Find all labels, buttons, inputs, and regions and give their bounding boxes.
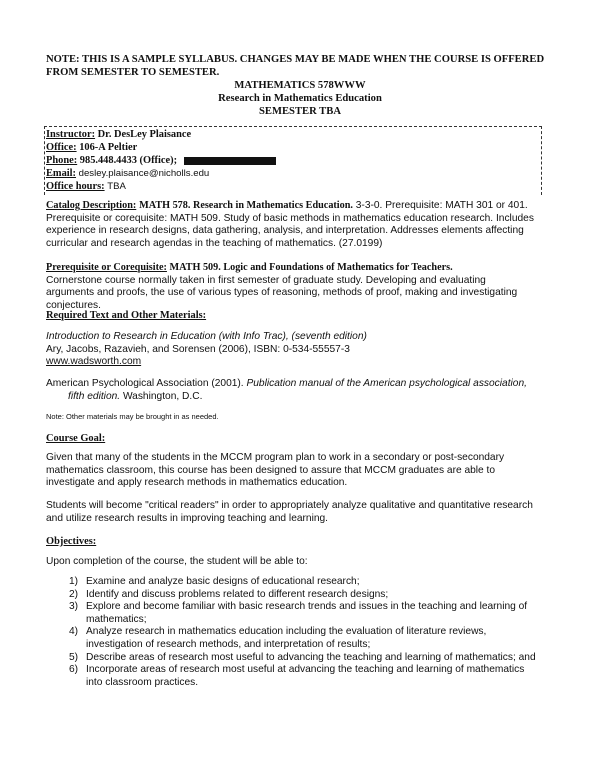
instructor-name: Dr. DesLey Plaisance [97,129,192,140]
materials-heading: Required Text and Other Materials: [46,310,207,321]
prerequisite-section [46,262,536,312]
instructor-label: Instructor: [46,129,96,140]
goal-paragraph-1: Given that many of the students in the MCCM program plan to work in a secondary or post-secondary mathematics classroom, this course has been designed to assure that MCCM graduates are able to investigate and apply research methods in mathematics education. [46,452,505,489]
textbook-entry [46,331,536,369]
objective-item: 6) Incorporate areas of research most useful at advancing the teaching and learning of mathematics into classroom practices. [68,664,525,688]
instructor-row [46,129,191,141]
semester: SEMESTER TBA [259,106,341,117]
apa-place: Washington, D.C. [120,390,203,402]
phone-row [46,155,276,167]
email-label: Email: [46,168,77,179]
apa-entry [46,378,536,403]
course-code: MATHEMATICS 578WWW [234,80,366,91]
phone-value: 985.448.4433 (Office); [79,155,178,166]
office-label: Office: [46,142,77,153]
objectives-heading: Objectives: [46,536,97,547]
course-title: Research in Mathematics Education [218,93,382,104]
book-title: Introduction to Research in Education (with Info Trac), (seventh edition) [46,331,367,342]
redacted-block [184,157,276,165]
office-hours-label: Office hours: [46,181,105,192]
catalog-text: 3-3-0. Prerequisite: MATH 301 or 401. Prerequisite or corequisite: MATH 509. Study of basic methods in mathematics education research. Includes experience in research designs, data gathering, analysis, and interpretation. Addresses elements affecting curricular and research agendas in the teaching of mathematics. (27.0199) [46,200,534,249]
apa-author: American Psychological Association (2001). [46,378,247,389]
catalog-label: Catalog Description: [46,200,137,211]
prereq-label: Prerequisite or Corequisite: [46,262,167,273]
objective-item: 3) Explore and become familiar with basic research trends and issues in the teaching and learning of mathematics; [68,601,528,625]
catalog-description [46,200,536,250]
phone-label: Phone: [46,155,78,166]
book-url[interactable]: www.wadsworth.com [46,356,142,368]
email-value[interactable]: desley.plaisance@nicholls.edu [78,168,210,179]
objectives-list [46,576,536,689]
apa-title: Publication manual of the American psychological association, fifth edition. [68,378,527,402]
prereq-text: Cornerstone course normally taken in first semester of graduate study. Developing and evaluating arguments and proofs, the use of various types of reasoning, methods of proof, making and investigating conjectures. [46,274,518,311]
objective-item: 5) Describe areas of research most useful to advancing the teaching and learning of mathematics; and [68,651,536,663]
office-hours-row [46,181,126,193]
book-authors: Ary, Jacobs, Razavieh, and Sorensen (2006), ISBN: 0-534-55557-3 [46,343,350,355]
prereq-title: MATH 509. Logic and Foundations of Mathematics for Teachers. [166,262,453,273]
objective-item: 1) Examine and analyze basic designs of educational research; [68,576,360,587]
objectives-intro: Upon completion of the course, the student will be able to: [46,556,308,567]
office-row [46,142,137,154]
goal-heading: Course Goal: [46,433,106,444]
other-materials-note: Note: Other materials may be brought in as needed. [46,412,219,421]
goal-paragraph-2: Students will become "critical readers" in order to appropriately analyze qualitative and quantitative research and utilize research results in improving teaching and learning. [46,500,533,524]
office-value: 106-A Peltier [79,142,138,153]
office-hours-value: TBA [107,181,126,192]
objective-item: 4) Analyze research in mathematics education including the evaluation of literature reviews, investigation of research methods, and interpretation of results; [68,626,487,650]
email-row [46,168,209,180]
sample-note: NOTE: THIS IS A SAMPLE SYLLABUS. CHANGES MAY BE MADE WHEN THE COURSE IS OFFERED FROM SEMESTER TO SEMESTER. [46,54,545,78]
objective-item: 2) Identify and discuss problems related to different research designs; [68,588,389,600]
catalog-title: MATH 578. Research in Mathematics Education. [139,200,353,211]
